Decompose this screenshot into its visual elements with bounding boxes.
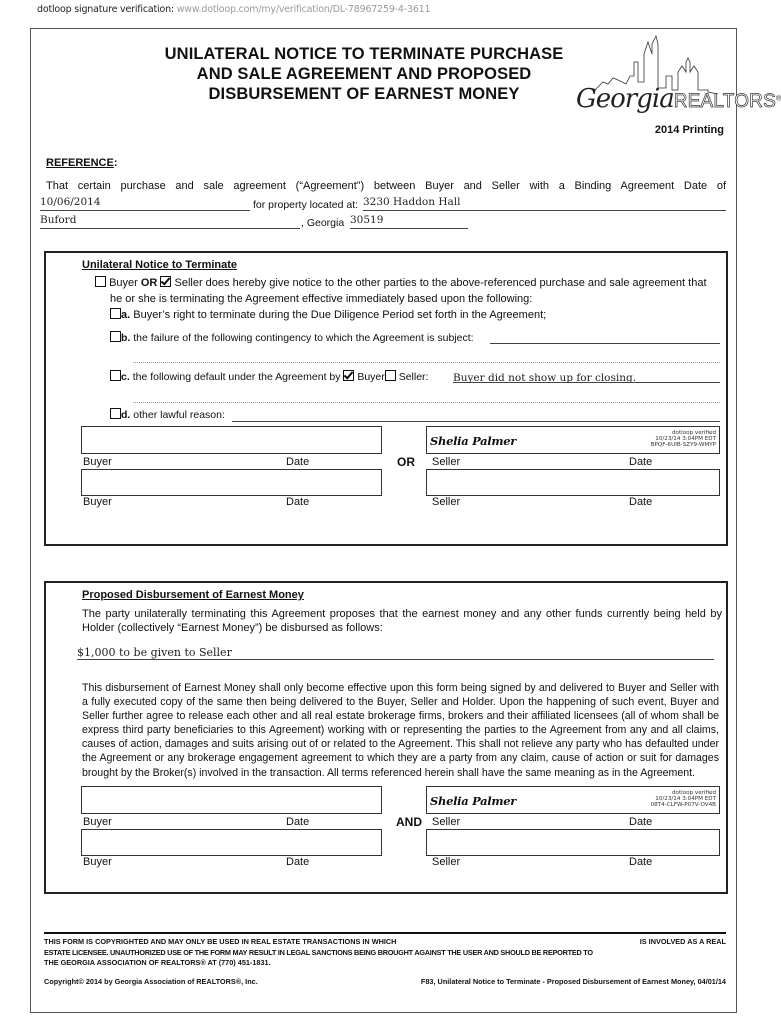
buyer-checkbox[interactable]	[95, 276, 106, 287]
disb-seller-2-signature-box[interactable]	[426, 829, 720, 856]
notice-seller-1-label: Seller	[432, 456, 461, 468]
option-b-field-2[interactable]	[133, 352, 720, 363]
notice-buyer-2-signature-box[interactable]	[81, 469, 382, 496]
title-line-1: UNILATERAL NOTICE TO TERMINATE PURCHASE	[164, 45, 564, 63]
option-b-text: the failure of the following contingency to which the Agreement is subject:	[133, 332, 474, 344]
option-b-letter: b.	[121, 332, 131, 344]
disbursement-title: Proposed Disbursement of Earnest Money	[82, 589, 304, 601]
verification-label: dotloop signature verification:	[37, 4, 174, 15]
option-d-letter: d.	[121, 409, 131, 421]
option-c-value: Buyer did not show up for closing.	[453, 372, 637, 384]
option-a-letter: a.	[121, 309, 131, 321]
dotloop-verified-label: dotloop verified	[671, 790, 716, 796]
option-d-text: other lawful reason:	[133, 409, 225, 421]
dotloop-timestamp: 10/23/14 3:04PM EDT	[655, 796, 716, 802]
footer-copyright-row	[44, 977, 726, 988]
option-d-checkbox[interactable]	[110, 408, 121, 419]
default-buyer-checkbox[interactable]	[343, 370, 354, 381]
seller-notice-text: Seller does hereby give notice to the other parties to the above-referenced purchase and sale agreement that	[174, 277, 707, 289]
notice-seller-2-date-label: Date	[629, 496, 653, 508]
footer-notice-part-1: THIS FORM IS COPYRIGHTED AND MAY ONLY BE USED IN REAL ESTATE TRANSACTIONS IN WHICH	[44, 937, 397, 946]
default-buyer-label: Buyer	[357, 371, 385, 383]
option-a	[110, 308, 546, 322]
printing-year: 2014 Printing	[654, 124, 724, 136]
disbursement-terms: This disbursement of Earnest Money shall only become effective upon this form being signed by and delivered to Buyer and Seller with a fully executed copy of the same then being delivered to the Buyer, Seller and Holder. Upon the happening of such event, Buyer and Seller further agree to release each other and all real estate brokerage firms, brokers and their affiliated licensees (all of whom shall be express third party beneficiaries to this Agreement) working with or representing the parties to the Agreement from any and all claims, causes of action, damages and suits arising out of or related to the Agreement. This shall not relieve any party who has defaulted under the Agreement or any brokerage engagement agreement to which they are a party from any claim, cause of action or suit for damages brought by the Broker(s) involved in the transaction. All terms referenced herein shall have the same meaning as in the Agreement.	[82, 682, 719, 779]
option-a-text: Buyer’s right to terminate during the Due Diligence Period set forth in the Agreement;	[133, 309, 547, 321]
disb-seller-1-signature: Shelia Palmer	[430, 794, 516, 808]
form-id-text: F83, Unilateral Notice to Terminate - Proposed Disbursement of Earnest Money, 04/01/14	[420, 977, 726, 986]
buyer-option-label: Buyer	[109, 277, 138, 289]
verification-link[interactable]: www.dotloop.com/my/verification/DL-78967259-4-3611	[176, 4, 431, 15]
property-address-value: 3230 Haddon Hall	[363, 196, 461, 208]
binding-date-value: 10/06/2014	[40, 196, 101, 208]
option-c-letter: c.	[121, 371, 130, 383]
notice-or-connector: OR	[397, 455, 415, 469]
disb-and-connector: AND	[396, 815, 422, 829]
seller-checkbox[interactable]	[160, 276, 171, 287]
option-c-checkbox[interactable]	[110, 370, 121, 381]
notice-seller-1-signature-box[interactable]	[426, 426, 720, 454]
disb-seller-1-label: Seller	[432, 816, 461, 828]
reference-intro: That certain purchase and sale agreement (“Agreement”) between Buyer and Seller with a Binding Agreement Date of	[46, 180, 726, 192]
disb-seller-2-label: Seller	[432, 856, 461, 868]
reference-colon: :	[113, 157, 118, 169]
option-c-text: the following default under the Agreement by	[132, 371, 341, 383]
disb-seller-2-date-label: Date	[629, 856, 653, 868]
option-c	[110, 370, 428, 384]
disb-seller-1-dotloop-stamp	[651, 790, 716, 808]
state-label: , Georgia	[301, 217, 345, 229]
verification-line	[37, 4, 430, 15]
footer-divider	[44, 932, 726, 934]
disbursement-intro: The party unilaterally terminating this Agreement proposes that the earnest money and any other funds currently being held by Holder (collectively “Earnest Money”) be disbursed as follows:	[82, 608, 722, 634]
notice-buyer-2-date-label: Date	[286, 496, 310, 508]
notice-seller-1-date-label: Date	[629, 456, 653, 468]
binding-date-field[interactable]	[40, 196, 250, 211]
disb-buyer-1-label: Buyer	[83, 816, 112, 828]
notice-seller-1-signature: Shelia Palmer	[430, 434, 516, 448]
disbursement-value: $1,000 to be given to Seller	[77, 646, 232, 659]
option-d	[110, 408, 225, 422]
zip-value: 30519	[350, 214, 384, 226]
disb-seller-1-signature-box[interactable]	[426, 786, 720, 814]
disb-buyer-1-signature-box[interactable]	[81, 786, 382, 814]
dotloop-code: BPQF-6UIB-SZY9-WMYP	[650, 442, 716, 448]
form-title	[148, 44, 580, 104]
disb-buyer-2-signature-box[interactable]	[81, 829, 382, 856]
dotloop-code: 08T4-CLFW-P07V-OV4B	[650, 802, 716, 808]
notice-buyer-1-date-label: Date	[286, 456, 310, 468]
disb-buyer-1-date-label: Date	[286, 816, 310, 828]
georgia-realtors-logo	[568, 32, 781, 127]
option-d-field[interactable]	[232, 408, 720, 422]
logo-caps-text: REALTORS	[673, 91, 776, 112]
footer-notice	[44, 937, 726, 969]
disb-seller-1-date-label: Date	[629, 816, 653, 828]
reference-label: REFERENCE	[46, 157, 114, 169]
notice-seller-2-signature-box[interactable]	[426, 469, 720, 496]
footer-notice-line-2: ESTATE LICENSEE. UNAUTHORIZED USE OF THE FORM MAY RESULT IN LEGAL SANCTIONS BEING BROUGHT AGAINST THE USER AND SHOULD BE REPORTED TO	[44, 947, 593, 957]
default-seller-label: Seller:	[398, 371, 429, 383]
notice-seller-2-label: Seller	[432, 496, 461, 508]
option-b	[110, 331, 474, 345]
notice-buyer-1-label: Buyer	[83, 456, 112, 468]
notice-buyer-2-label: Buyer	[83, 496, 112, 508]
disb-buyer-2-date-label: Date	[286, 856, 310, 868]
notice-buyer-1-signature-box[interactable]	[81, 426, 382, 454]
disb-buyer-2-label: Buyer	[83, 856, 112, 868]
logo-script-text: Georgia	[576, 84, 674, 114]
property-address-field[interactable]	[363, 196, 726, 211]
footer-notice-part-2: IS INVOLVED AS A REAL	[639, 937, 726, 946]
title-line-2: AND SALE AGREEMENT AND PROPOSED	[196, 65, 532, 83]
option-a-checkbox[interactable]	[110, 308, 121, 319]
reference-heading	[46, 157, 118, 169]
footer-notice-line-3: THE GEORGIA ASSOCIATION OF REALTORS® AT (770) 451-1831.	[44, 958, 271, 967]
option-c-field[interactable]	[453, 368, 720, 383]
dotloop-verified-label: dotloop verified	[671, 430, 716, 436]
property-label: for property located at:	[253, 199, 359, 211]
notice-party-line	[95, 276, 725, 290]
default-seller-checkbox[interactable]	[385, 370, 396, 381]
zip-field[interactable]	[350, 214, 468, 229]
option-c-field-2[interactable]	[133, 392, 720, 403]
copyright-text: Copyright© 2014 by Georgia Association of REALTORS®, Inc.	[44, 977, 258, 986]
city-field[interactable]	[40, 214, 300, 229]
notice-title: Unilateral Notice to Terminate	[82, 259, 238, 271]
city-value: Buford	[40, 214, 77, 226]
notice-seller-1-dotloop-stamp	[651, 430, 716, 448]
option-b-field[interactable]	[490, 331, 720, 344]
title-line-3: DISBURSEMENT OF EARNEST MONEY	[208, 85, 520, 103]
logo-reg-mark: ®	[775, 95, 781, 103]
notice-line-2: he or she is terminating the Agreement effective immediately based upon the following:	[110, 293, 533, 305]
option-b-checkbox[interactable]	[110, 331, 121, 342]
disbursement-field[interactable]	[77, 643, 714, 660]
dotloop-timestamp: 10/23/14 3:04PM EDT	[655, 436, 716, 442]
or-label: OR	[140, 277, 158, 289]
